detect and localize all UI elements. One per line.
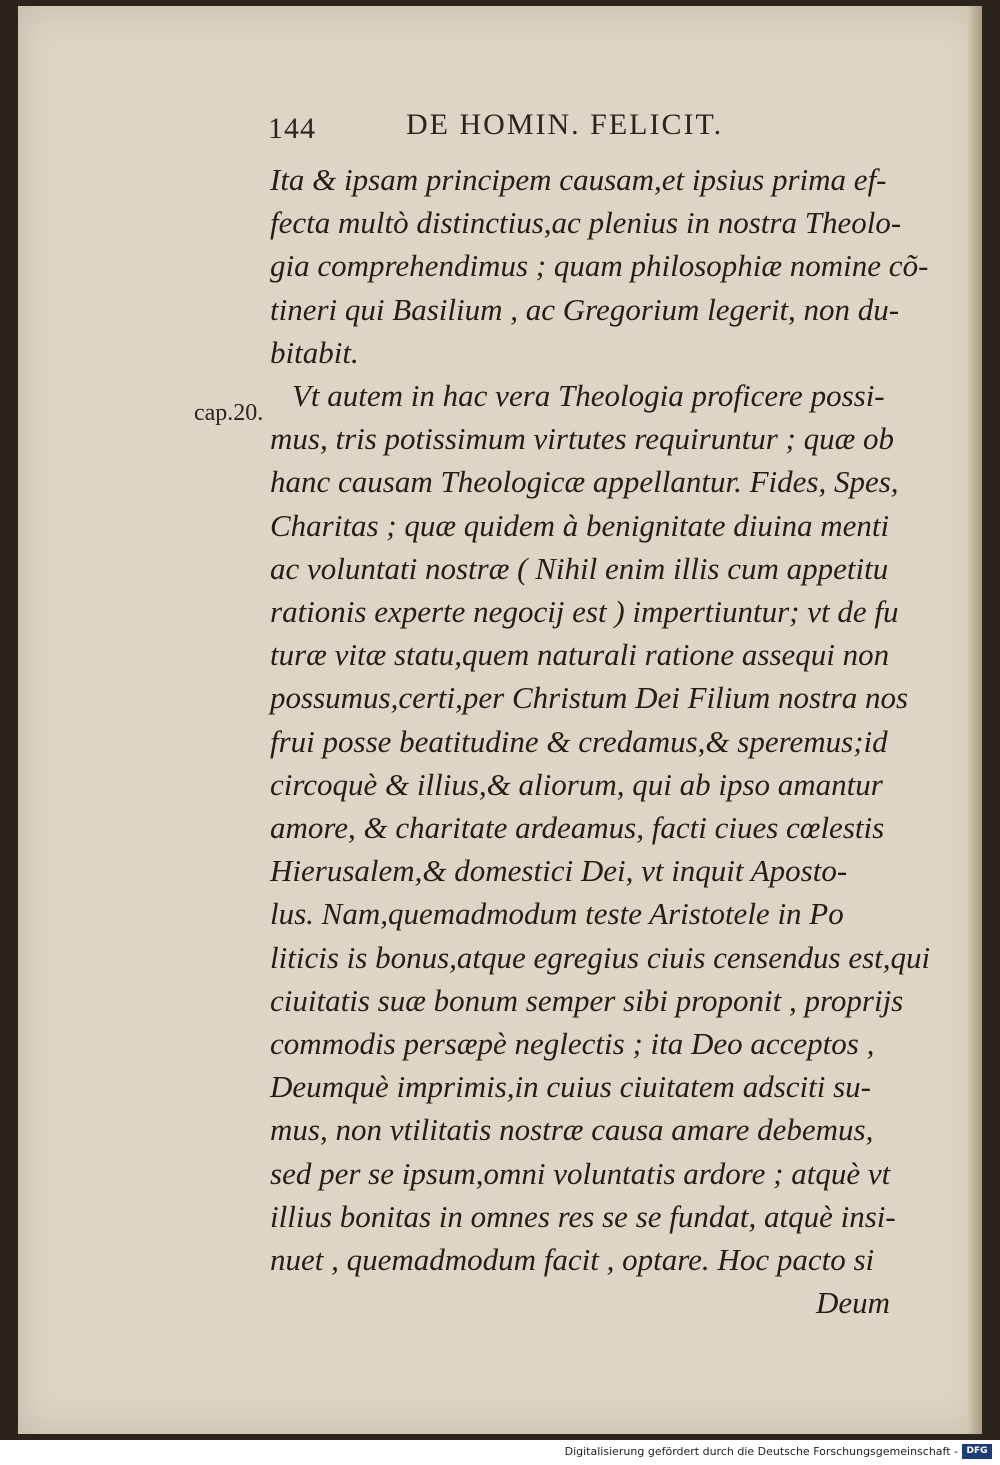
margin-note: cap.20.	[194, 400, 264, 426]
text-line: turæ vitæ statu,quem naturali ratione assequi non	[270, 637, 890, 673]
text-line: illius bonitas in omnes res se se fundat, atquè insi-	[270, 1198, 896, 1234]
text-line: frui posse beatitudine & credamus,& speremus;id	[270, 723, 888, 759]
text-line: ac voluntati nostræ ( Nihil enim illis cum appetitu	[270, 550, 889, 586]
footer-credit: Digitalisierung gefördert durch die Deutsche Forschungsgemeinschaft -	[564, 1445, 958, 1458]
text-line: sed per se ipsum,omni voluntatis ardore ; atquè vt	[270, 1155, 891, 1191]
text-line: gia comprehendimus ; quam philosophiæ nomine cõ-	[270, 248, 929, 284]
text-line: mus, tris potissimum virtutes requiruntur ; quæ ob	[270, 421, 895, 457]
text-line: circoquè & illius,& aliorum, qui ab ipso amantur	[270, 766, 883, 802]
text-line: mus, non vtilitatis nostræ causa amare debemus,	[270, 1112, 874, 1148]
text-line: bitabit.	[270, 334, 359, 370]
page-edge	[968, 6, 982, 1434]
text-line: nuet , quemadmodum facit , optare. Hoc pacto si	[270, 1242, 875, 1277]
text-line: fecta multò distinctius,ac plenius in nostra Theolo-	[270, 205, 902, 241]
text-line: Deum	[815, 1285, 890, 1321]
text-line: Charitas ; quæ quidem à benignitate diuina menti	[270, 507, 890, 543]
text-line: hanc causam Theologicæ appellantur. Fides, Spes,	[270, 464, 899, 500]
text-line: amore, & charitate ardeamus, facti ciues cœlestis	[270, 810, 885, 845]
text-line: lus. Nam,quemadmodum teste Aristotele in Po	[270, 896, 844, 932]
text-line: Vt autem in hac vera Theologia proficere possi-	[292, 378, 885, 413]
text-line: tineri qui Basilium , ac Gregorium legerit, non du-	[270, 291, 900, 327]
page-number: 144	[268, 112, 316, 145]
text-line: Deumquè imprimis,in cuius ciuitatem adsciti su-	[270, 1069, 871, 1105]
text-line: liticis is bonus,atque egregius ciuis censendus est,qui	[270, 939, 931, 975]
footer-bar	[0, 1440, 1000, 1465]
dfg-logo-icon: DFG	[962, 1444, 992, 1459]
text-line: Hierusalem,& domestici Dei, vt inquit Aposto-	[270, 853, 848, 889]
running-title: DE HOMIN. FELICIT.	[406, 108, 724, 141]
text-line: rationis experte negocij est ) impertiuntur; vt de fu	[270, 594, 899, 629]
text-line: commodis persæpè neglectis ; ita Deo acceptos ,	[270, 1026, 875, 1061]
text-line: Ita & ipsam principem causam,et ipsius prima ef-	[270, 162, 887, 197]
text-line: ciuitatis suæ bonum semper sibi proponit , proprijs	[270, 982, 904, 1018]
text-line: possumus,certi,per Christum Dei Filium nostra nos	[270, 680, 909, 716]
